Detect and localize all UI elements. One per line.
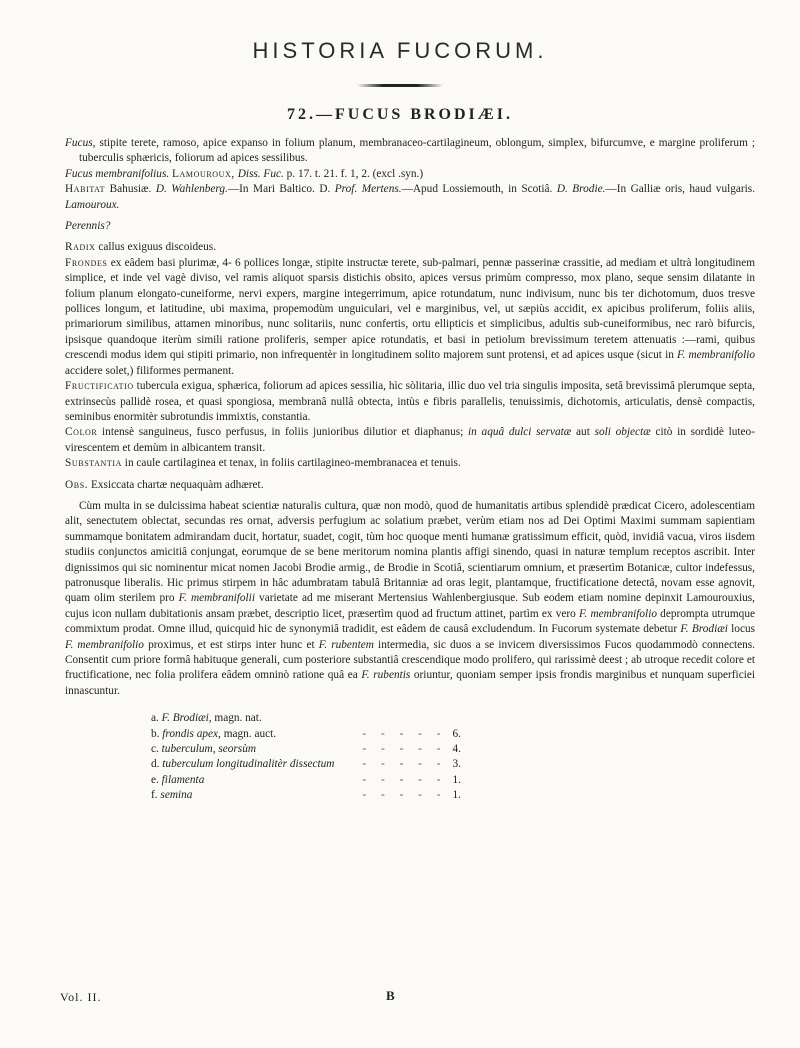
substantia-section: Substantia in caule cartilaginea et tenax, in foliis cartilagineo-membranacea et tenuis.	[65, 457, 461, 470]
radix-section: Radix callus exiguus discoideus.	[65, 241, 217, 254]
legend-item: a. F. Brodiæi, magn. nat.	[151, 712, 262, 725]
fructificatio-section: Fructificatio tubercula exigua, sphærica, foliorum ad apices sessilia, hìc sòlitaria, illìc duo vel tria singulis imposita, setâ brevissimâ plerumque septa, extrinsecùs pallidè rosea, et quasi spongiosa, membranâ nullâ obtecta, intùs e fibris parallelis, tenuissimis, dichotomis, articulatis, densè compactis, seminibus enormitèr subrotundis immixtis, constantia.	[65, 380, 755, 423]
legend-item: f. semina - - - - - 1.	[151, 788, 461, 803]
legend-item: c. tuberculum, seorsùm - - - - - 4.	[151, 742, 461, 757]
discussion-paragraph: Cùm multa in se dulcissima habeat scientiæ naturalis cultura, quæ non modò, quod de humanitatis artibus splendidè prædicat Cicero, adolescentiam alit, senectutem oblectat, secundas res ornat, adversis perfugium ac solatium præbet, verùm etiam nos ad Dei Optimi Maximi summam sapientiam summamque bonitatem admirandam ducit, hortatur, suadet, cogit, tùm hoc quoque menti humanæ gratissimum efficit, quòd, invidiâ vacua, viros iisdem studiis conjunctos amicitiâ conjungat, eorumque de se bene meritorum nomina plantis affigi sinendo, quasi in naturæ templum receptos ascribit. Inter dignissimos qui sic nominentur micat nomen Jacobi Brodie armig., de Brodie in Scotiâ, scientiarum omnium, et præsertìm Botanicæ, cultor indefessus, patronusque liberalis. Hic primus stirpem in hâc adumbratam tabulâ Britanniæ ad oras legit, plantamque, fructificatione detectâ, novam esse agnovit, quam olim sterilem pro F. membranifolii varietate ad me miserant Mertensius Wahlenbergiusque. Sub eodem etiam nomine depinxit Lamourouxius, cujus icon nullam dubitationis ansam præbet, descriptio licet, præsertìm quod ad fructum attinet, partìm ex vero F. membranifolio deprompta utrumque commixtum prodat. Omne illud, quicquid hic de synonymiâ tradidit, est eâdem de causâ excludendum. In Fucorum systemate debetur F. Brodiæi locus F. membranifolio proximus, et est stirps inter hunc et F. rubentem intermedia, sic duos a se invicem diversissimos Fucos quodammodò connectens. Consentit cum priore formâ habituque generali, cum posteriore substantiâ crescendique modo prolifero, qui rarissimè deest ; ab utroque recedit colore et fructificatione, nec folia prolifera eâdem omninò ratione quâ ea F. rubentis oriuntur, quoniam semper ipsis frondis marginibus et nunquam superficiei innascuntur.	[65, 499, 756, 697]
volume-label: Vol. II.	[60, 990, 102, 1004]
duration: Perennis?	[65, 220, 111, 233]
diagnosis: Fucus, stipite terete, ramoso, apice expanso in folium planum, membranaceo-cartilagineum, oblongum, simplex, bifurcumve, e margine proliferum ; tuberculis sphæricis, foliorum ad apices sessilibus.	[65, 137, 755, 165]
legend-item: e. filamenta - - - - - 1.	[151, 773, 461, 788]
habitat: Habitat Bahusiæ. D. Wahlenberg.—In Mari Baltico. D. Prof. Mertens.—Apud Lossiemouth, in Scotiâ. D. Brodie.—In Galliæ oris, haud vulgaris. Lamouroux.	[65, 183, 756, 211]
legend-magnification: 6.	[452, 727, 461, 740]
species-number: 72.	[286, 106, 316, 123]
legend-magnification: 1.	[452, 789, 461, 802]
running-head: HISTORIA FUCORUM.	[252, 38, 548, 63]
synonym: Fucus membranifolius. Lamouroux, Diss. Fuc. p. 17. t. 21. f. 1, 2. (excl .syn.)	[65, 167, 424, 180]
species-name: FUCUS BRODIÆI.	[334, 106, 513, 123]
species-title: 72.—FUCUS BRODIÆI.	[286, 106, 513, 123]
signature-mark: B	[386, 988, 395, 1003]
ornamental-rule	[357, 84, 443, 87]
legend-magnification: 1.	[452, 773, 461, 786]
habitat-label: Habitat	[65, 183, 106, 196]
color-section: Color intensè sanguineus, fusco perfusus, in foliis junioribus dilutior et diaphanus; in aquâ dulci servatæ aut soli objectæ citò in sordidè luteo-virescentem et demùm in albicantem transit.	[65, 426, 755, 454]
legend-item: b. frondis apex, magn. auct. - - - - - 6.	[151, 727, 461, 742]
main-text	[65, 136, 755, 804]
legend-magnification: 3.	[452, 758, 461, 771]
legend-magnification: 4.	[452, 743, 461, 756]
frondes-section: Frondes ex eâdem basi plurimæ, 4- 6 pollices longæ, stipite instructæ terete, sub-palmari, pennæ passerinæ crassitie, ad mediam et ultrà longitudinem simplice, et inde vel vagè diviso, vel ramis aliquot sparsis distichis obsito, apices versus primùm compresso, mox plano, seque sensim dilatante in folium planum elongato-cuneiforme, nervi expers, margine integerrimum, apice rotundatum, nunc indivisum, nunc bis ter dichotomum, duos tresve pollices longum, et latitudine, ubi maxima, propemodùm unguiculari, vel e marginibus, vel, ut sæpiùs accidit, ex apicibus proliferum, foliis aliis, primariorum similibus, attamen minoribus, nunc solitariis, nunc confertis, ortu ellipticis et simplicibus, adultis sub-cuneiformibus, nec rarò bifurcis, ipsisque quandoque iterùm simili ratione proliferis, semper apice rotundatis, et basi in petiolum brevissimum teretem attenuatis :—rami, quibus crescendi modus idem qui stipiti primario, non infrequentèr in longitudinem solito majorem sunt protensi, et ad apices usque (sicut in F. membranifolio accidere solet,) filiformes permanent.	[65, 256, 755, 377]
synonym-author: Lamouroux,	[172, 167, 235, 180]
legend-item: d. tuberculum longitudinalitèr dissectum - - - - - 3.	[151, 757, 461, 772]
diagnosis-genus: Fucus,	[65, 137, 96, 149]
synonym-name: Fucus membranifolius.	[65, 167, 170, 180]
figure-legend	[151, 711, 461, 803]
observation: Obs. Exsiccata chartæ nequaquàm adhæret.	[65, 478, 264, 491]
